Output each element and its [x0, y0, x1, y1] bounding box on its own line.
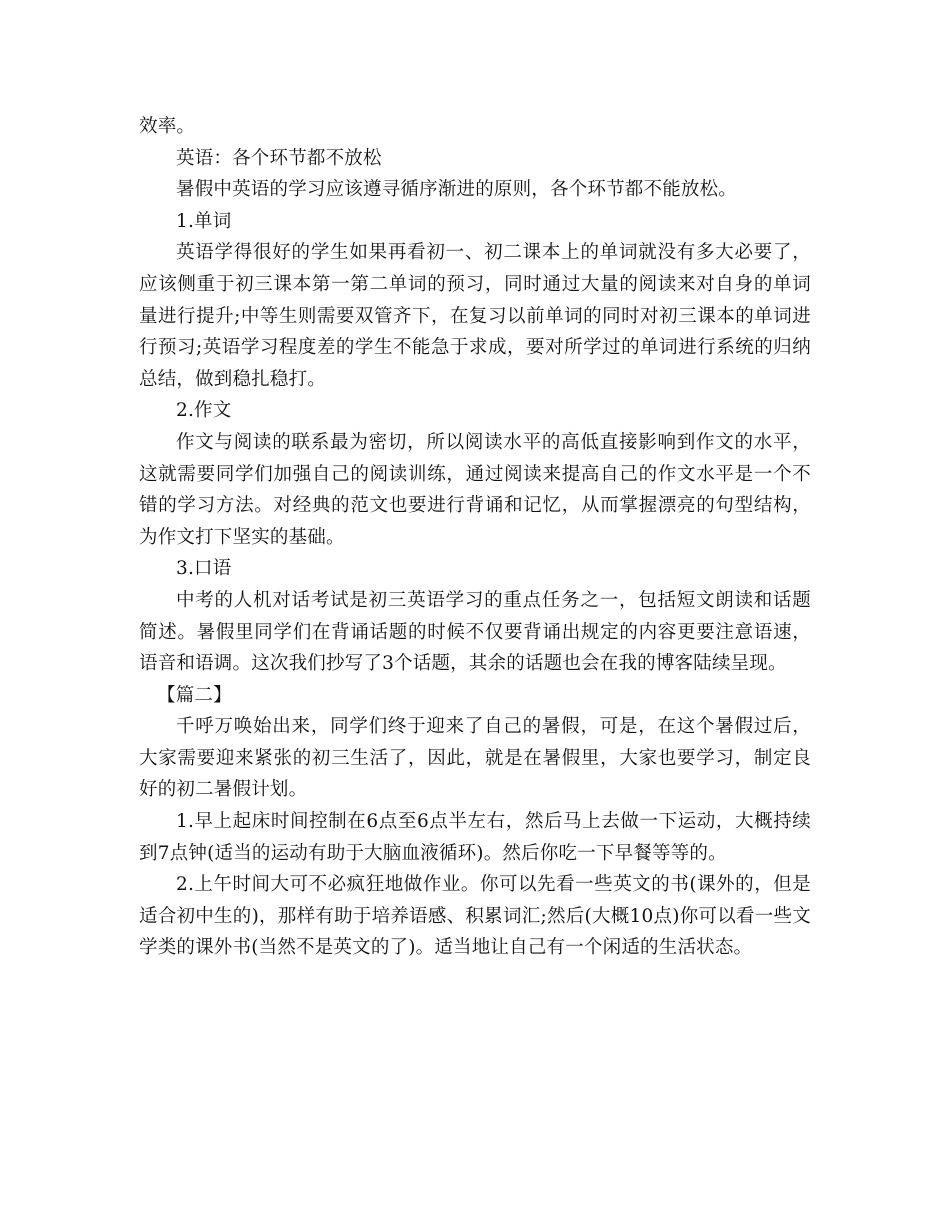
paragraph-vocabulary: 英语学得很好的学生如果再看初一、初二课本上的单词就没有多大必要了，应该侧重于初三课本第一第二单词的预习，同时通过大量的阅读来对自身的单词量进行提升;中等生则需要双管齐下，在复习以前单词的同时对初三课本的单词进行预习;英语学习程度差的学生不能急于求成，要对所学过的单词进行系统的归纳总结，做到稳扎稳打。	[139, 242, 811, 390]
list-item-forenoon-reading: 2.上午时间大可不必疯狂地做作业。你可以先看一些英文的书(课外的，但是适合初中生的)，那样有助于培养语感、积累词汇;然后(大概10点)你可以看一些文学类的课外书(当然不是英文的了)。适当地让自己有一个闲适的生活状态。	[139, 874, 811, 959]
list-item-morning-routine: 1.早上起床时间控制在6点至6点半左右，然后马上去做一下运动，大概持续到7点钟(适当的运动有助于大脑血液循环)。然后你吃一下早餐等等的。	[139, 811, 811, 864]
paragraph-english-intro: 暑假中英语的学习应该遵寻循序渐进的原则，各个环节都不能放松。	[176, 179, 738, 201]
subheading-speaking: 3.口语	[176, 558, 232, 580]
section-heading-english: 英语：各个环节都不放松	[176, 147, 382, 169]
document-body	[139, 111, 811, 964]
subheading-vocabulary: 1.单词	[176, 210, 232, 232]
subheading-composition: 2.作文	[176, 400, 232, 422]
paragraph-continuation: 效率。	[139, 116, 196, 137]
paragraph-composition: 作文与阅读的联系最为密切，所以阅读水平的高低直接影响到作文的水平，这就需要同学们加强自己的阅读训练，通过阅读来提高自己的作文水平是一个不错的学习方法。对经典的范文也要进行背诵和记忆，从而掌握漂亮的句型结构，为作文打下坚实的基础。	[139, 431, 811, 548]
paragraph-summer-intro: 千呼万唤始出来，同学们终于迎来了自己的暑假，可是，在这个暑假过后，大家需要迎来紧张的初三生活了，因此，就是在暑假里，大家也要学习，制定良好的初二暑假计划。	[139, 716, 811, 801]
section-marker-part-two: 【篇二】	[157, 684, 232, 706]
paragraph-speaking: 中考的人机对话考试是初三英语学习的重点任务之一，包括短文朗读和话题简述。暑假里同学们在背诵话题的时候不仅要背诵出规定的内容更要注意语速，语音和语调。这次我们抄写了3个话题，其余的话题也会在我的博客陆续呈现。	[139, 589, 811, 675]
